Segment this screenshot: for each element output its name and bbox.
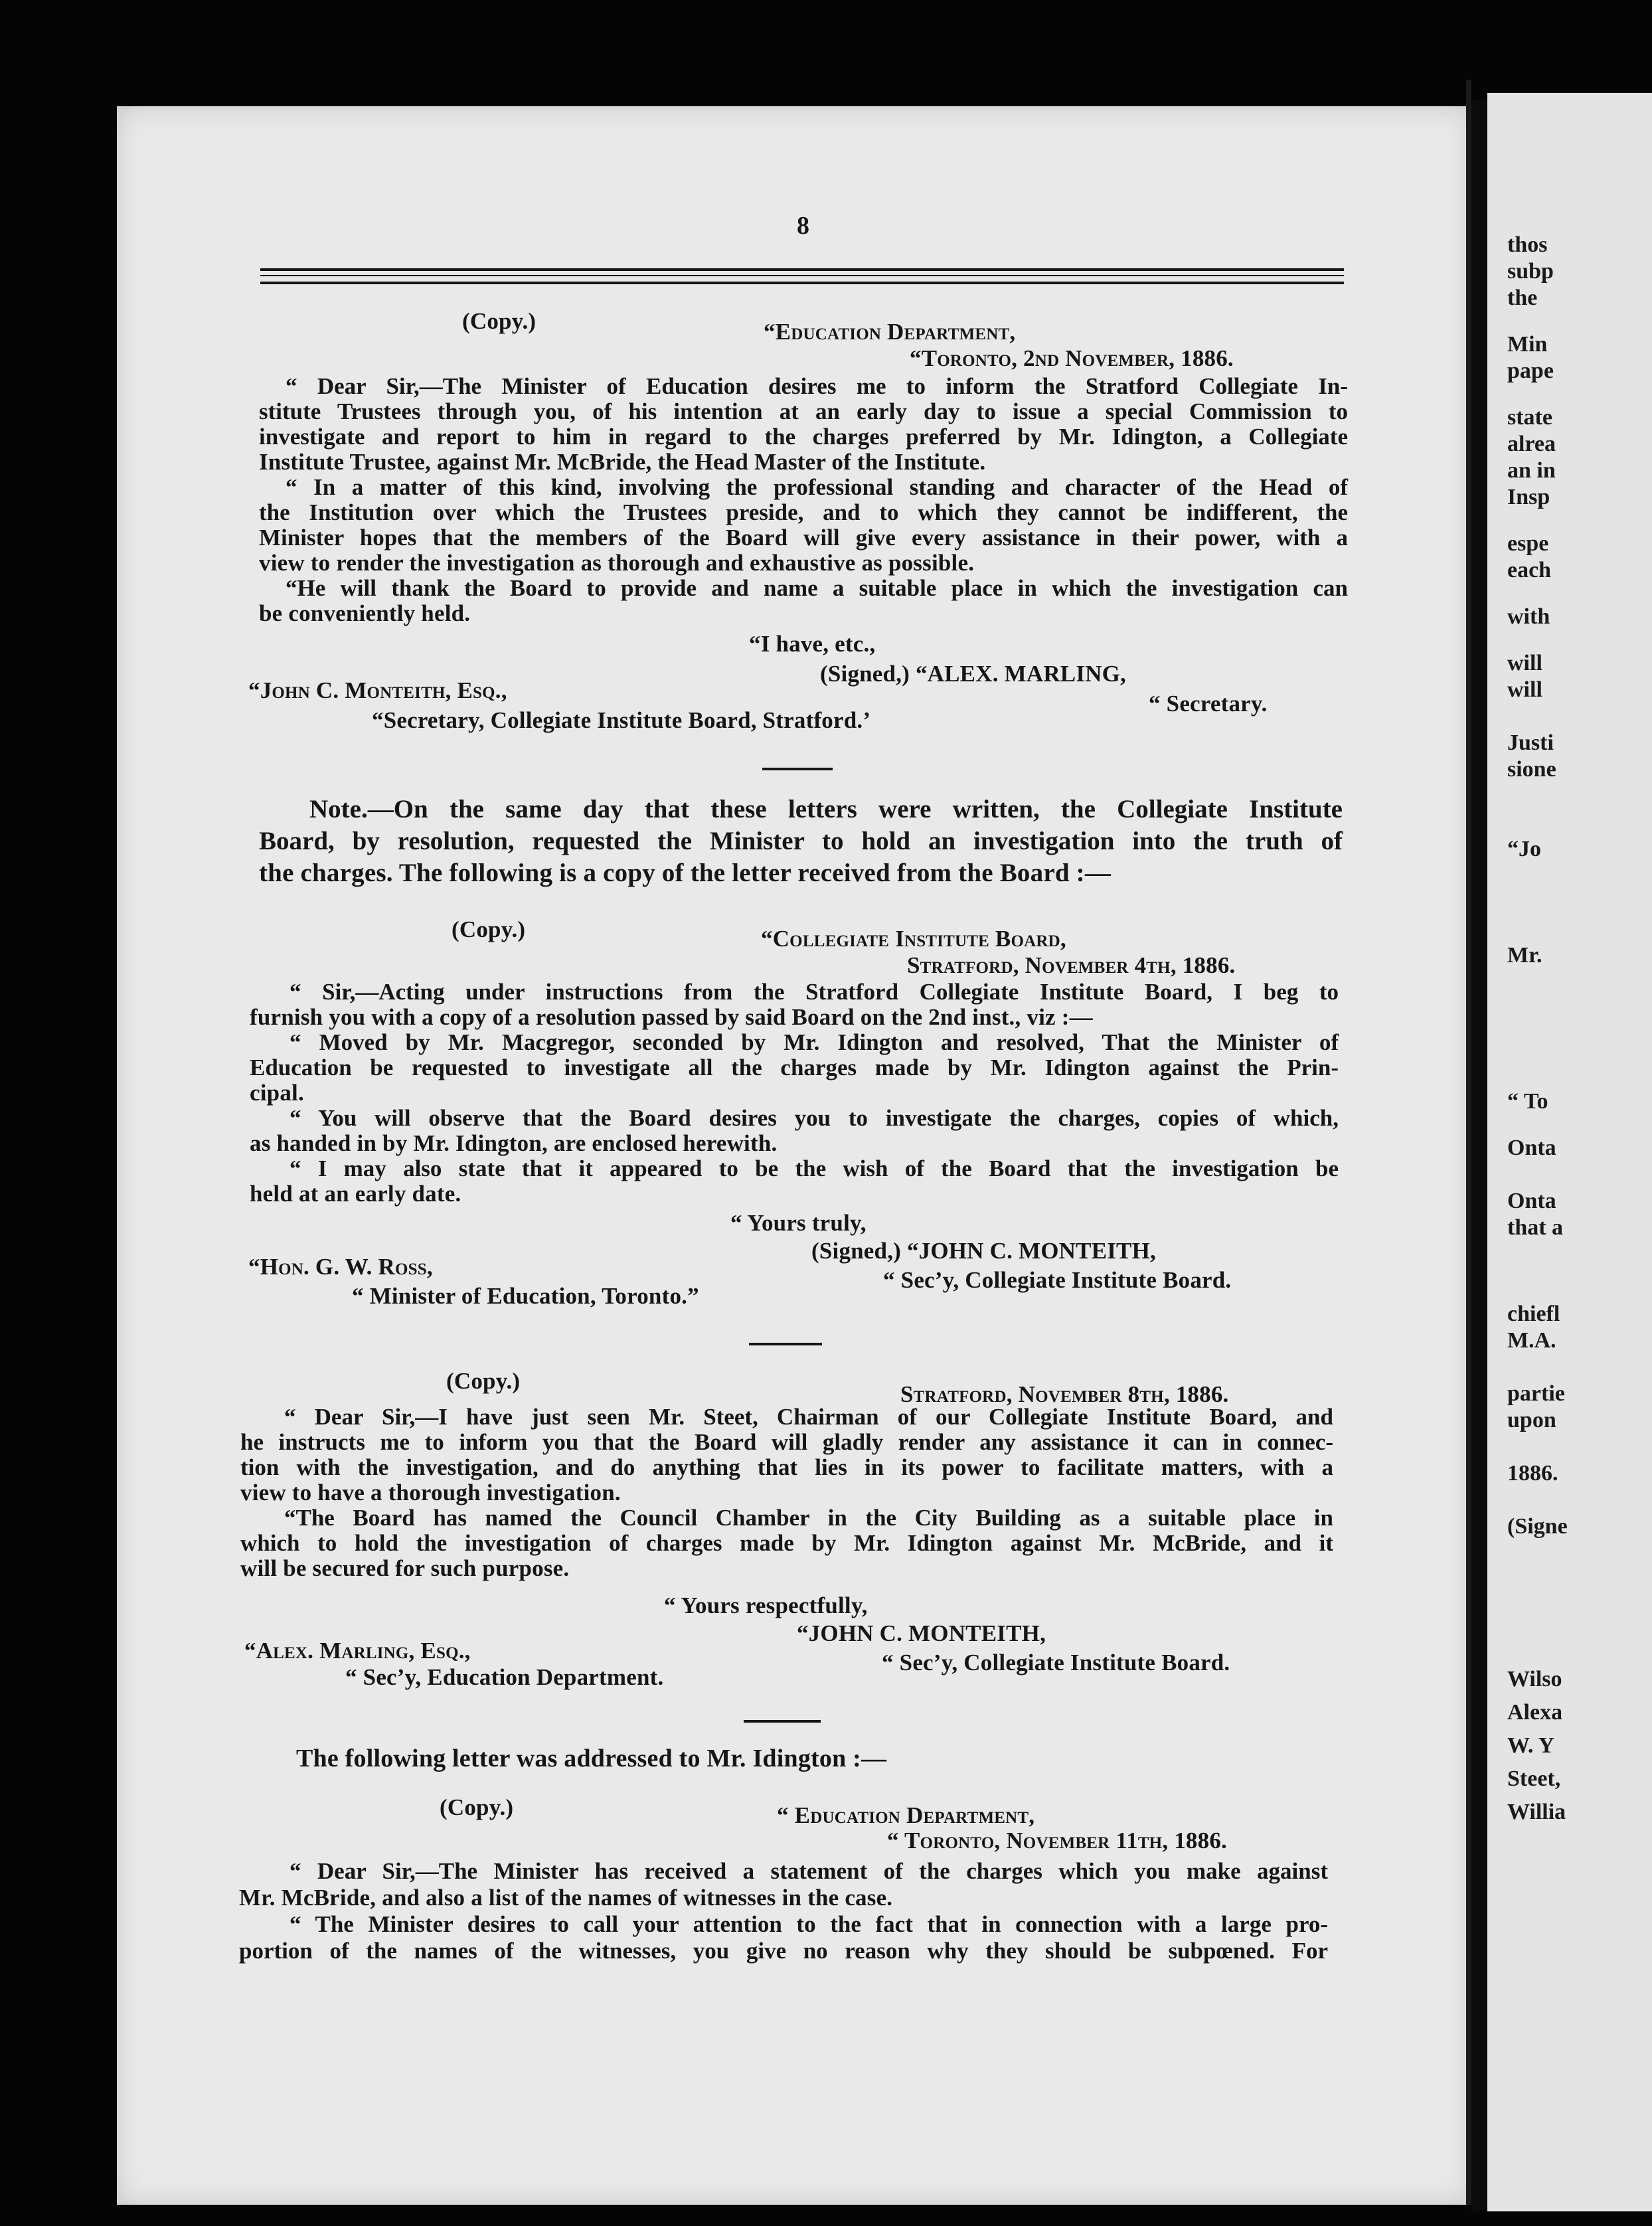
letter1-copy: (Copy.) <box>462 308 537 334</box>
right-page-fragment: pape <box>1507 359 1554 383</box>
right-page-fragment: chiefl <box>1507 1302 1560 1326</box>
right-page-fragment: 1886. <box>1507 1461 1558 1486</box>
right-page-fragment: Justi <box>1507 730 1554 755</box>
right-page-fragment: Onta <box>1507 1136 1556 1160</box>
separator-rule <box>762 768 833 770</box>
text-line: “The Board has named the Council Chamber in the City Building as a suitable place in <box>284 1505 1333 1531</box>
right-page-fragment: W. Y <box>1507 1733 1555 1758</box>
header-rule-top <box>260 268 1344 271</box>
right-page-fragment: “Jo <box>1507 837 1541 861</box>
right-page-fragment: subp <box>1507 259 1554 284</box>
text-line: Note.—On the same day that these letters were written, the Collegiate Institute <box>309 795 1343 823</box>
text-line: stitute Trustees through you, of his intention at an early day to issue a special Commission to <box>259 398 1348 424</box>
letter1-closing: “I have, etc., <box>749 631 876 657</box>
text-line: “ I may also state that it appeared to be the wish of the Board that the investigation be <box>289 1156 1339 1181</box>
text-line: held at an early date. <box>250 1181 461 1207</box>
right-page-fragment: Onta <box>1507 1189 1556 1213</box>
page-gutter <box>1471 100 1487 2211</box>
right-page-fragment: thos <box>1507 232 1548 257</box>
letter2-copy: (Copy.) <box>452 916 526 942</box>
letter1-sig-title: “ Secretary. <box>1149 691 1268 717</box>
right-page-edge <box>1487 93 1652 2211</box>
text-line: investigate and report to him in regard to the charges preferred by Mr. Idington, a Collegiate <box>259 424 1348 450</box>
text-line: the Institution over which the Trustees preside, and to which they cannot be indifferent, the <box>259 499 1348 525</box>
letter2-sig-title: “ Sec’y, Collegiate Institute Board. <box>883 1267 1232 1293</box>
text-line: “He will thank the Board to provide and name a suitable place in which the investigation can <box>286 575 1348 601</box>
letter3-date: Stratford, November 8th, 1886. <box>900 1381 1229 1407</box>
letter1-dept: “Education Department, <box>764 319 1016 345</box>
text-line: furnish you with a copy of a resolution passed by said Board on the 2nd inst., viz :— <box>250 1004 1093 1030</box>
letter3-copy: (Copy.) <box>446 1368 521 1394</box>
right-page-fragment: Insp <box>1507 485 1550 509</box>
text-line: Board, by resolution, requested the Minister to hold an investigation into the truth of <box>259 827 1343 855</box>
right-page-fragment: Mr. <box>1507 943 1542 968</box>
letter3-sig-title: “ Sec’y, Collegiate Institute Board. <box>882 1650 1230 1675</box>
right-page-fragment: will <box>1507 677 1542 702</box>
right-page-fragment: state <box>1507 405 1552 430</box>
letter4-intro: The following letter was addressed to Mr. Idington :— <box>296 1745 887 1772</box>
right-page-fragment: Willia <box>1507 1800 1566 1824</box>
right-page-fragment: espe <box>1507 531 1549 556</box>
letter2-dept: “Collegiate Institute Board, <box>761 926 1066 952</box>
text-line: “ Sir,—Acting under instructions from the Stratford Collegiate Institute Board, I beg to <box>289 979 1339 1005</box>
book-spine <box>1466 80 1471 2205</box>
text-line: portion of the names of the witnesses, you give no reason why they should be subpœned. For <box>239 1938 1328 1964</box>
letter1-addressee: “John C. Monteith, Esq., <box>248 677 507 703</box>
letter2-date: Stratford, November 4th, 1886. <box>907 952 1236 978</box>
letter3-addressee: “Alex. Marling, Esq., <box>244 1638 471 1664</box>
text-line: “ The Minister desires to call your attention to the fact that in connection with a large pro- <box>289 1911 1328 1937</box>
right-page-fragment: the <box>1507 286 1538 310</box>
text-line: he instructs me to inform you that the Board will gladly render any assistance it can in connec- <box>240 1429 1333 1455</box>
right-page-fragment: with <box>1507 604 1550 629</box>
letter3-addressee2: “ Sec’y, Education Department. <box>345 1664 664 1690</box>
letter1-signed: (Signed,) “ALEX. MARLING, <box>820 661 1127 687</box>
text-line: which to hold the investigation of charges made by Mr. Idington against Mr. McBride, and it <box>240 1530 1333 1556</box>
text-line: “ In a matter of this kind, involving the professional standing and character of the Head of <box>286 474 1348 500</box>
letter2-signed: (Signed,) “JOHN C. MONTEITH, <box>811 1238 1156 1264</box>
right-page-fragment: will <box>1507 651 1542 675</box>
header-rule-bottom <box>260 282 1344 284</box>
text-line: “ Dear Sir,—The Minister of Education desires me to inform the Stratford Collegiate In- <box>286 373 1348 399</box>
text-line: view to have a thorough investigation. <box>240 1480 621 1505</box>
letter2-closing: “ Yours truly, <box>730 1210 867 1236</box>
text-line: tion with the investigation, and do anything that lies in its power to facilitate matters, with a <box>240 1454 1333 1480</box>
right-page-fragment: an in <box>1507 458 1556 483</box>
text-line: will be secured for such purpose. <box>240 1555 570 1581</box>
text-line: be conveniently held. <box>259 600 471 626</box>
text-line: Institute Trustee, against Mr. McBride, the Head Master of the Institute. <box>259 449 986 475</box>
letter3-closing: “ Yours respectfully, <box>664 1592 868 1618</box>
separator-rule <box>749 1343 822 1345</box>
letter4-copy: (Copy.) <box>440 1794 514 1820</box>
letter1-date: “Toronto, 2nd November, 1886. <box>910 345 1234 371</box>
right-page-fragment: M.A. <box>1507 1328 1556 1353</box>
right-page-fragment: (Signe <box>1507 1514 1568 1539</box>
right-page-fragment: Wilso <box>1507 1667 1562 1691</box>
right-page-fragment: “ To <box>1507 1089 1548 1114</box>
page-number: 8 <box>797 212 810 240</box>
text-line: Education be requested to investigate all the charges made by Mr. Idington against the Prin- <box>250 1055 1339 1080</box>
right-page-fragment: partie <box>1507 1381 1565 1406</box>
letter4-date: “ Toronto, November 11th, 1886. <box>887 1828 1227 1853</box>
right-page-fragment: Min <box>1507 332 1548 357</box>
text-line: cipal. <box>250 1080 304 1106</box>
text-line: as handed in by Mr. Idington, are enclosed herewith. <box>250 1130 778 1156</box>
right-page-fragment: each <box>1507 558 1552 582</box>
letter2-addressee: “Hon. G. W. Ross, <box>248 1254 433 1280</box>
letter1-addressee2: “Secretary, Collegiate Institute Board, Stratford.’ <box>372 707 871 733</box>
text-line: view to render the investigation as thorough and exhaustive as possible. <box>259 550 975 576</box>
text-line: Minister hopes that the members of the Board will give every assistance in their power, with a <box>259 525 1348 551</box>
separator-rule <box>744 1720 821 1723</box>
text-line: “ You will observe that the Board desires you to investigate the charges, copies of which, <box>289 1105 1339 1131</box>
text-line: Mr. McBride, and also a list of the names of witnesses in the case. <box>239 1885 893 1911</box>
header-rule-mid <box>260 275 1344 276</box>
right-page-fragment: alrea <box>1507 432 1556 456</box>
right-page-fragment: that a <box>1507 1215 1564 1240</box>
right-page-fragment: upon <box>1507 1408 1556 1432</box>
right-page-fragment: sione <box>1507 757 1556 782</box>
text-line: “ Dear Sir,—The Minister has received a statement of the charges which you make against <box>289 1858 1328 1884</box>
right-page-fragment: Alexa <box>1507 1700 1563 1725</box>
letter4-dept: “ Education Department, <box>777 1802 1035 1828</box>
letter3-signed: “JOHN C. MONTEITH, <box>797 1620 1046 1646</box>
letter2-addressee2: “ Minister of Education, Toronto.” <box>352 1283 699 1309</box>
text-line: “ Dear Sir,—I have just seen Mr. Steet, Chairman of our Collegiate Institute Board, and <box>284 1404 1333 1430</box>
text-line: “ Moved by Mr. Macgregor, seconded by Mr. Idington and resolved, That the Minister of <box>289 1029 1339 1055</box>
right-page-fragment: Steet, <box>1507 1766 1561 1791</box>
text-line: the charges. The following is a copy of the letter received from the Board :— <box>259 859 1112 887</box>
